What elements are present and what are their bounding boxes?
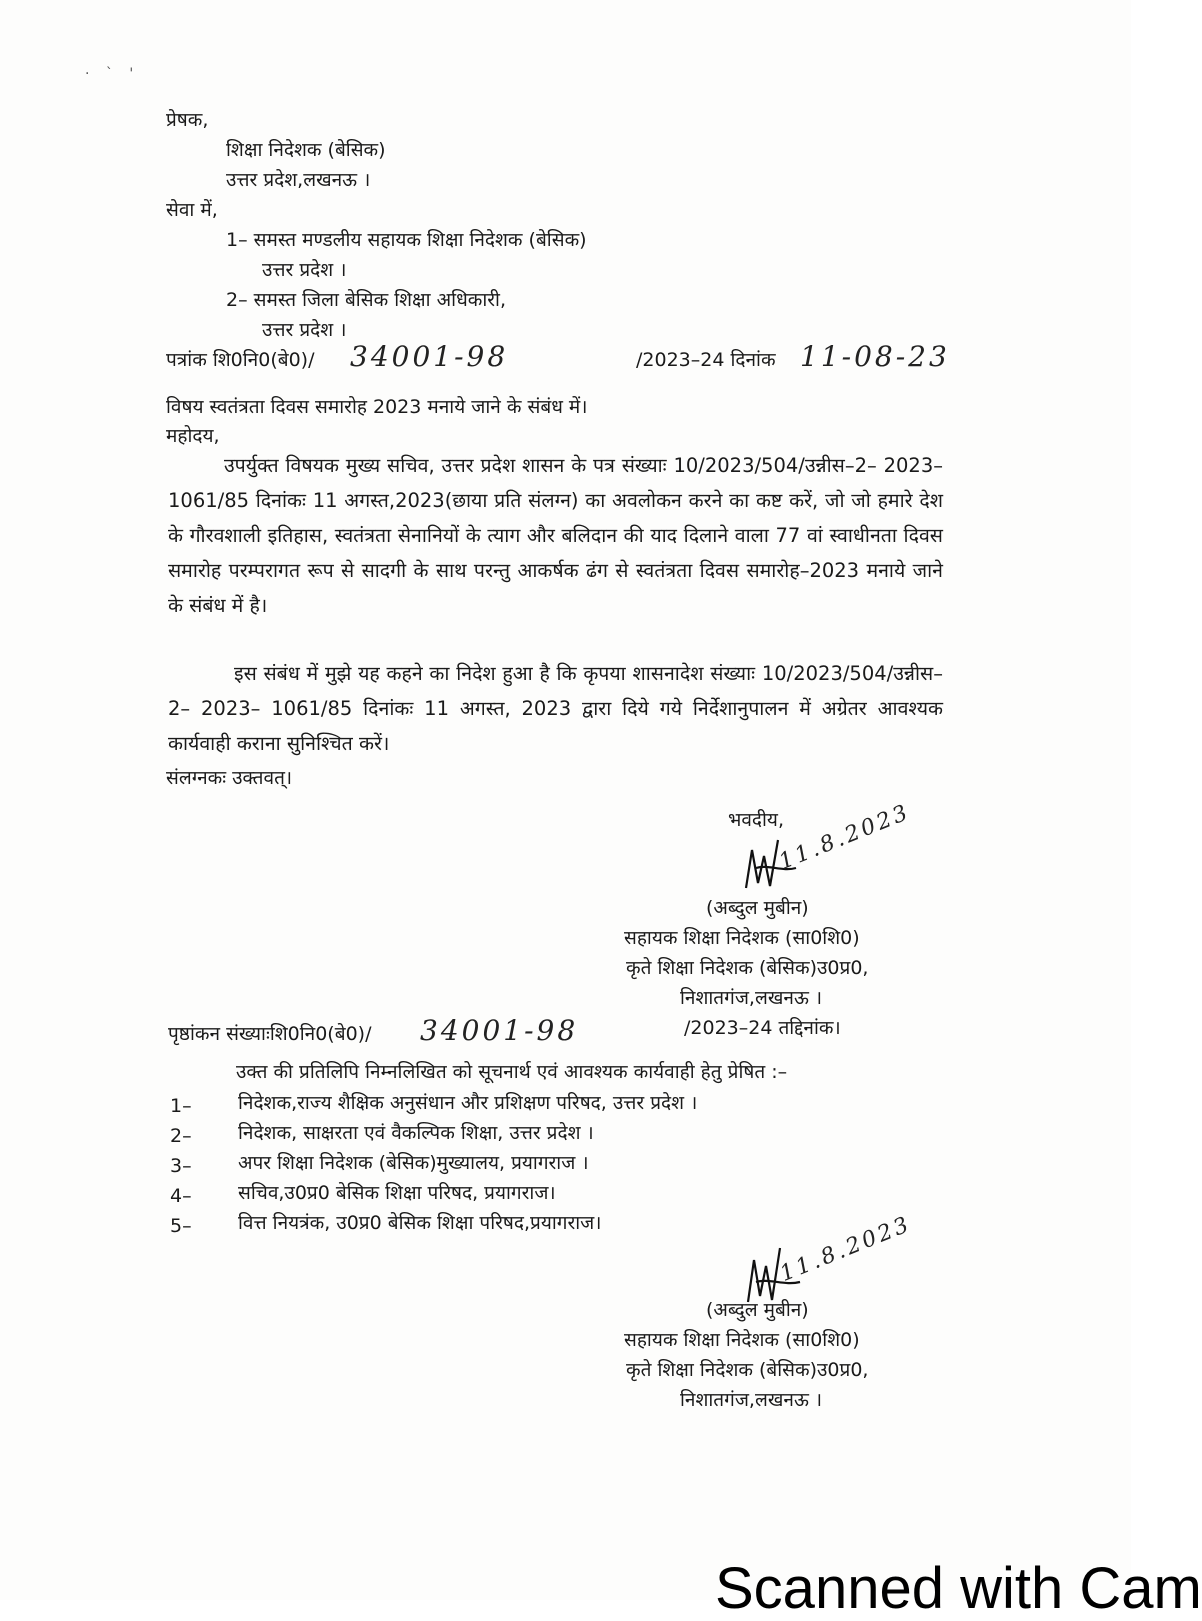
date-handwritten: 11-08-23 [800, 340, 950, 373]
scan-speckles: · ` ' [85, 66, 140, 82]
recipient-2-line2: उत्तर प्रदेश । [262, 319, 347, 341]
copy-item-number: 2– [170, 1125, 192, 1147]
scanner-watermark: Scanned with Cam [715, 1556, 1202, 1621]
sender-line2: उत्तर प्रदेश,लखनऊ । [226, 169, 371, 191]
ref-handwritten: 34001-98 [350, 340, 509, 373]
paragraph-2: इस संबंध में मुझे यह कहने का निदेश हुआ है कि कृपया शासनादेश संख्याः 10/2023/504/उन्नीस–2– 2023– 1061/85 दिनांकः 11 अगस्त, 2023 द्वारा दिये गये निर्देशानुपालन में अग्रेतर आवश्यक कार्यवाही कराना सुनिश्चित करें। [168, 662, 943, 755]
year-label: /2023–24 दिनांक [636, 349, 776, 371]
recipient-2-line1: 2– समस्त जिला बेसिक शिक्षा अधिकारी, [226, 289, 506, 311]
endorsement-ref-handwritten: 34001-98 [420, 1014, 579, 1047]
enclosure-line: संलग्नकः उक्तवत्। [166, 767, 293, 789]
copy-item-number: 4– [170, 1185, 192, 1207]
ref-label: पत्रांक शि0नि0(बे0)/ [166, 349, 315, 371]
signatory-designation-1: सहायक शिक्षा निदेशक (सा0शि0) [624, 927, 860, 949]
copy-item-number: 5– [170, 1215, 192, 1237]
sender-line1: शिक्षा निदेशक (बेसिक) [226, 139, 386, 161]
signature-1-date: 11.8.2023 [775, 799, 914, 875]
copy-item-number: 1– [170, 1095, 192, 1117]
copy-item-text: अपर शिक्षा निदेशक (बेसिक)मुख्यालय, प्रयागराज । [238, 1152, 589, 1174]
endorsement-year-label: /2023–24 तद्दिनांक। [684, 1017, 841, 1039]
paragraph-1: उपर्युक्त विषयक मुख्य सचिव, उत्तर प्रदेश शासन के पत्र संख्याः 10/2023/504/उन्नीस–2– 2023– 1061/85 दिनांकः 11 अगस्त,2023(छाया प्रति संलग्न) का अवलोकन करने का कष्ट करें, जो जो हमारे देश के गौरवशाली इतिहास, स्वतंत्रता सेनानियों के त्याग और बलिदान की याद दिलाने वाला 77 वां स्वाधीनता दिवस समारोह परम्परागत रूप से सादगी के साथ परन्तु आकर्षक ढंग से स्वतंत्रता दिवस समारोह–2023 मनाये जाने के संबंध में है। [168, 454, 943, 617]
signatory-place-1: निशातगंज,लखनऊ । [680, 987, 823, 1009]
signature-2-date: 11.8.2023 [776, 1211, 915, 1287]
subject-line: विषय स्वतंत्रता दिवस समारोह 2023 मनाये जाने के संबंध में। [166, 396, 588, 418]
endorsement-ref-label: पृष्ठांकन संख्याःशि0नि0(बे0)/ [168, 1023, 372, 1045]
copy-item-text: सचिव,उ0प्र0 बेसिक शिक्षा परिषद, प्रयागराज। [238, 1182, 556, 1204]
signatory-behalf-1: कृते शिक्षा निदेशक (बेसिक)उ0प्र0, [626, 957, 869, 979]
copy-item-text: वित्त नियत्रंक, उ0प्र0 बेसिक शिक्षा परिषद,प्रयागराज। [238, 1212, 602, 1234]
to-label: सेवा में, [166, 199, 218, 221]
salutation: महोदय, [166, 425, 220, 447]
recipient-1-line2: उत्तर प्रदेश । [262, 259, 347, 281]
closing-text: भवदीय, [728, 809, 784, 831]
signatory-name-1: (अब्दुल मुबीन) [706, 897, 809, 919]
copy-item-number: 3– [170, 1155, 192, 1177]
copy-item-text: निदेशक,राज्य शैक्षिक अनुसंधान और प्रशिक्षण परिषद, उत्तर प्रदेश । [238, 1092, 698, 1114]
copy-item-text: निदेशक, साक्षरता एवं वैकल्पिक शिक्षा, उत्तर प्रदेश । [238, 1122, 594, 1144]
sender-label: प्रेषक, [166, 109, 209, 131]
signatory-place-2: निशातगंज,लखनऊ । [680, 1389, 823, 1411]
signatory-designation-2: सहायक शिक्षा निदेशक (सा0शि0) [624, 1329, 860, 1351]
signatory-name-2: (अब्दुल मुबीन) [706, 1299, 809, 1321]
signatory-behalf-2: कृते शिक्षा निदेशक (बेसिक)उ0प्र0, [626, 1359, 869, 1381]
endorsement-intro: उक्त की प्रतिलिपि निम्नलिखित को सूचनार्थ एवं आवश्यक कार्यवाही हेतु प्रेषित :– [236, 1061, 788, 1083]
recipient-1-line1: 1– समस्त मण्डलीय सहायक शिक्षा निदेशक (बेसिक) [226, 229, 587, 251]
